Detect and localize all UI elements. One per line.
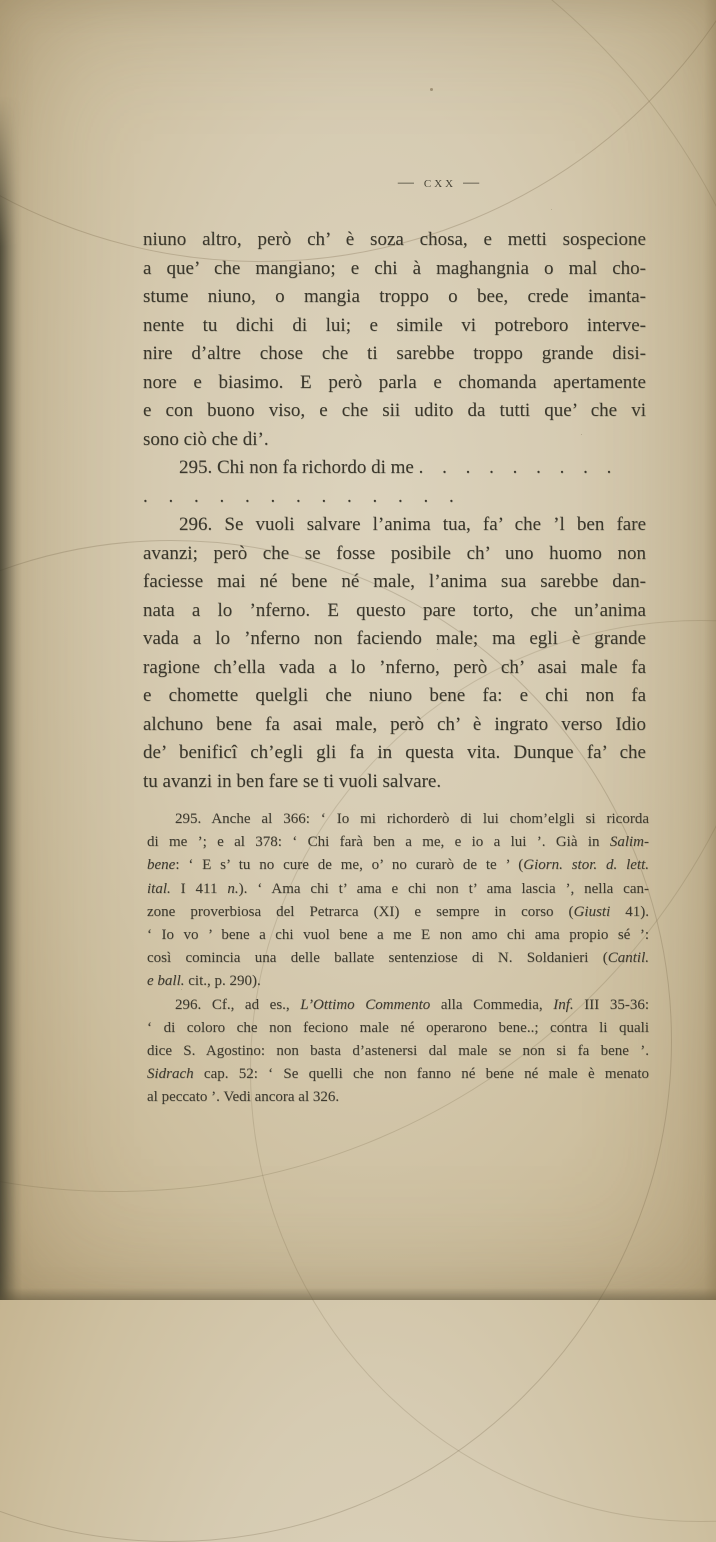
- text-line: bene: ‘ E s’ tu no cure de me, o’ no curarò de te ’ (Giorn. stor. d. lett.: [147, 857, 649, 874]
- footnote-295: [147, 808, 649, 994]
- text-line: ragione ch’ella vada a lo ’nferno, però ch’ asai male fa: [143, 656, 646, 678]
- text-line: nente tu dichi di lui; e simile vi potreboro interve-: [143, 314, 646, 336]
- text-line: 295. Chi non fa richordo di me . . . . . . . . .: [179, 457, 619, 478]
- page-right-shadow: [704, 0, 716, 1300]
- text-line: [143, 483, 646, 512]
- text-line: zone proverbiosa del Petrarca (XI) e sempre in corso (Giusti 41).: [147, 903, 649, 920]
- italic-text: Inf.: [553, 996, 574, 1013]
- page-number-header: — cxx —: [397, 174, 483, 191]
- text-line: e chomette quelgli che niuno bene fa: e chi non fa: [143, 685, 646, 706]
- text-line: ‘ di coloro che non feciono male né operarono bene..; contra li quali: [147, 1019, 649, 1036]
- text-line: ‘ Io vo ’ bene a chi vuol bene a me E non amo chi ama propio sé ’:: [147, 927, 649, 944]
- text-line: dice S. Agostino: non basta d’astenersi dal male se non si fa bene ’.: [147, 1043, 649, 1060]
- italic-text: bene: [147, 857, 176, 874]
- text-line: tu avanzi in ben fare se ti vuoli salvare.: [143, 770, 442, 792]
- italic-text: n.: [227, 880, 239, 897]
- italic-text: Giorn. stor. d. lett.: [523, 857, 649, 874]
- entry-296: [143, 511, 646, 796]
- text-line: 296. Se vuoli salvare l’anima tua, fa’ che ’l ben fare: [179, 514, 646, 535]
- dot-leaders: . . . . . . . . . . . . .: [143, 485, 462, 507]
- text-line: ital. I 411 n.). ‘ Ama chi t’ ama e chi non t’ ama lascia ’, nella can-: [147, 880, 649, 897]
- page-bottom-shadow: [0, 1288, 716, 1300]
- binding-gutter-shadow: [0, 96, 22, 1300]
- text-line: vada a lo ’nferno non faciendo male; ma egli è grande: [143, 628, 646, 649]
- italic-text: Cantil.: [607, 950, 649, 967]
- italic-text: Giusti: [573, 903, 611, 920]
- text-line: e con buono viso, e che sii udito da tutti que’ che vi: [143, 400, 646, 421]
- text-line: nata a lo ’nferno. E questo pare torto, che un’anima: [143, 599, 646, 621]
- text-line: di me ’; e al 378: ‘ Chi farà ben a me, e io a lui ’. Già in Salim-: [147, 834, 649, 851]
- stain-arc: [0, 0, 716, 262]
- text-line: niuno altro, però ch’ è soza chosa, e metti sospecione: [143, 229, 646, 250]
- italic-text: Sidrach: [147, 1066, 194, 1083]
- text-line: nore e biasimo. E però parla e chomanda apertamente: [143, 371, 646, 393]
- paragraph-continuation: [143, 226, 646, 454]
- text-line: al peccato ’. Vedi ancora al 326.: [147, 1089, 340, 1106]
- text-line: avanzi; però che se fosse posibile ch’ uno huomo non: [143, 542, 646, 564]
- footnote-296: [147, 994, 649, 1110]
- italic-text: Salim-: [609, 834, 649, 851]
- italic-text: L’Ottimo Commento: [300, 996, 431, 1013]
- text-line: così comincia una delle ballate sentenziose di N. Soldanieri (Cantil.: [147, 950, 649, 967]
- italic-text: ital.: [147, 880, 171, 897]
- text-line: sono ciò che di’.: [143, 428, 269, 450]
- main-text-block: [143, 226, 646, 796]
- footnotes-block: [147, 808, 649, 1110]
- text-line: 295. Anche al 366: ‘ Io mi richorderò di lui chom’elgli si ricorda: [175, 811, 649, 827]
- text-line: nire d’altre chose che ti sarebbe troppo grande disi-: [143, 343, 646, 364]
- italic-text: e ball.: [147, 973, 185, 990]
- paper-speck: [430, 88, 433, 91]
- text-line: a que’ che mangiano; e chi à maghangnia o mal cho-: [143, 257, 646, 279]
- dot-leaders: . . . . . . . . .: [418, 457, 619, 478]
- text-line: faciesse mai né bene né male, l’anima sua sarebbe dan-: [143, 571, 646, 592]
- text-line: de’ benificî ch’egli gli fa in questa vita. Dunque fa’ che: [143, 742, 646, 763]
- text-line: stume niuno, o mangia troppo o bee, crede imanta-: [143, 286, 646, 307]
- text-line: alchuno bene fa asai male, però ch’ è ingrato verso Idio: [143, 713, 646, 735]
- text-line: e ball. cit., p. 290).: [147, 973, 261, 990]
- text-line: Sidrach cap. 52: ‘ Se quelli che non fanno né bene né male è menato: [147, 1066, 649, 1083]
- text-line: 296. Cf., ad es., L’Ottimo Commento alla Commedia, Inf. III 35-36:: [175, 996, 649, 1013]
- entry-295: [143, 454, 646, 511]
